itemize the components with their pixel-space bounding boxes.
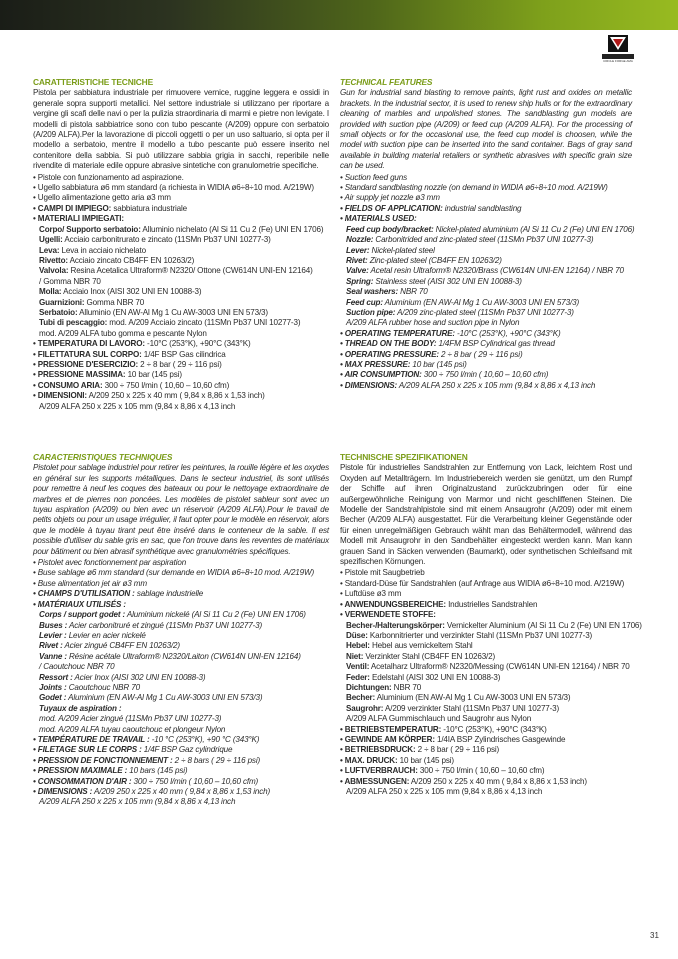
spec-label: Ressort : [39, 672, 73, 682]
spec-line [340, 224, 635, 235]
spec-line [33, 641, 329, 651]
svg-text:CIRCLE FORGE AMA: CIRCLE FORGE AMA [603, 59, 633, 63]
spec-value: Résine acétale Ultraform® N2320/Laiton (CW614N UNI-EN 12164) [66, 651, 301, 661]
spec-line [33, 370, 329, 380]
spec-label: • DIMENSIONS : [33, 787, 93, 796]
spec-value: • Ugello sabbiatura ø6 mm standard (a richiesta in WIDIA ø6÷8÷10 mod. A/219W) [33, 183, 314, 193]
spec-label: Vanne : [39, 651, 67, 661]
spec-line [340, 183, 632, 193]
spec-label: Dichtungen: [346, 682, 392, 692]
spec-value: NBR 70 [398, 287, 428, 297]
spec-value: Alluminio nichelato (Al Si 11 Cu 2 (Fe) UNI EN 1706) [140, 224, 324, 234]
spec-value: • Standard sandblasting nozzle (on demand in WIDIA ø6÷8÷10 mod. A/219W) [340, 183, 608, 193]
spec-value: 300 ÷ 750 l/min ( 10,60 – 10,60 cfm) [421, 370, 549, 380]
brand-logo-icon [599, 33, 637, 63]
spec-value: mod. A/209 Acier zingué (11SMn Pb37 UNI 10277-3) [39, 714, 222, 724]
spec-label: Levier : [39, 630, 67, 640]
spec-value: 2 ÷ 8 bar ( 29 ÷ 116 psi) [415, 745, 500, 755]
section-paragraph: Gun for industrial sand blasting to remove paints, light rust and oxides on metallic brackets. In the industrial sector, it is used to renew ship hulls or for the extraordinary cleaning of marbles and unpolished stones. The sandblasting gun models are provided with suction pipe (A/209) or feed cup (A/209 ALFA). For the processing of small objects or for the occasional use, the feed cup model is choosen, while the model with suction pipe can be inserted into the sand container. Bags of gray sand available in building material retailers or synthetic abrasives with specific grain size can be used. [340, 88, 632, 171]
spec-line [33, 777, 329, 787]
spec-line [340, 370, 632, 380]
spec-line [340, 589, 632, 599]
spec-line [33, 256, 329, 266]
spec-label: Rivet : [39, 641, 63, 651]
spec-line [33, 193, 329, 203]
spec-line [340, 787, 632, 797]
spec-line [33, 693, 329, 703]
spec-line [33, 402, 329, 412]
spec-label: Buses : [39, 620, 68, 630]
section-title: TECHNICAL FEATURES [340, 77, 433, 87]
spec-line [340, 777, 632, 787]
spec-line [340, 579, 632, 589]
spec-value: 1/4FM BSP Cylindrical gas thread [436, 339, 555, 349]
spec-value: Industrielles Sandstrahlen [445, 599, 538, 609]
spec-label: Hebel: [346, 641, 370, 651]
spec-line [33, 704, 329, 714]
spec-line [340, 173, 632, 183]
spec-value: Gomma NBR 70 [84, 297, 145, 307]
spec-line [33, 610, 329, 620]
spec-label: • OPERATING TEMPERATURE: [340, 328, 455, 338]
spec-label: • FILETTATURA SUL CORPO: [33, 349, 142, 359]
spec-value: 10 bars (145 psi) [127, 766, 188, 776]
spec-value: Acier Inox (AISI 302 UNI EN 10088-3) [72, 672, 206, 682]
spec-label: • TEMPERATURA DI LAVORO: [33, 339, 145, 349]
spec-line [340, 662, 632, 672]
spec-line [340, 329, 632, 339]
header-bar [0, 0, 678, 30]
spec-label: • VERWENDETE STOFFE: [340, 610, 436, 620]
spec-line [33, 225, 329, 235]
spec-line [340, 381, 632, 391]
spec-line [33, 329, 329, 339]
spec-value: • Pistolet avec fonctionnement par aspiration [33, 558, 187, 568]
spec-value: • Buse alimentation jet air ø3 mm [33, 578, 147, 588]
brand-logo [599, 33, 637, 63]
section-paragraph: Pistola per sabbiatura industriale per rimuovere vernice, ruggine leggera e ossidi in generale sopra supporti metallici. Nel settore industriale si utilizzano per riportare a vergine gli scafi delle navi o per la pulizia straordinaria di marmi e pietre non levigate. I modelli di pistola sabbiatrice sono con tubo pescante (A/209) oppure con serbatoio (A/209 ALFA).Per la lavorazione di piccoli oggetti o per un uso saltuario, si opta per il modello a serbatoio, mentre il modello a tubo pescante può essere inserito nel contenitore della sabbia. Si può utilizzare sabbia grigia in sacchi, reperibile nelle rivendite di materiale edile oppure abrasive sintetiche con granulometrie specifiche. [33, 88, 329, 171]
spec-value: Nickel-plated steel [369, 245, 435, 255]
spec-line [340, 350, 632, 360]
spec-value: A/209 ALFA Gummischlauch und Saugrohr aus Nylon [346, 714, 532, 724]
spec-label: • MATERIALI IMPIEGATI: [33, 214, 124, 224]
section-paragraph: Pistolet pour sablage industriel pour retirer les peintures, la rouille légère et les oxydes en général sur les supports métalliques. Dans le secteur industriel, ils sont utilisés pour remettre à neuf les coques des bateaux ou pour le nettoyage extraordinaire de marbres et de pierres non poncées. Les modèles de pistolet sableur sont avec un tuyau aspiration (A/209) ou bien avec un réservoir (A/209 ALFA).Pour le travail de petits objets ou pour un usage irrégulier, il faut opter pour le modèle en réservoir, alors que le modèle à tuyau tirant peut être inséré dans le conteneur de la sable. Il est possible d'utiliser du sable gris en sac, que l'on trouve dans les reventes de matériaux pour bâtiment ou bien abrasif synthétique avec granulométries spécifiques. [33, 463, 329, 556]
spec-value: Acciaio Inox (AISI 302 UNI EN 10088-3) [61, 287, 202, 297]
spec-label: Joints : [39, 682, 67, 692]
spec-label: Valvola: [39, 266, 69, 276]
spec-label: Spring: [346, 276, 374, 286]
spec-line [340, 652, 632, 662]
spec-line [340, 193, 632, 203]
section-title: CARATTERISTICHE TECNICHE [33, 77, 154, 87]
spec-value: / Gomma NBR 70 [39, 276, 101, 286]
spec-line [33, 350, 329, 360]
spec-label: • CONSUMO ARIA: [33, 380, 103, 390]
spec-value: Karbonnitrierter und verzinkter Stahl (11SMn Pb37 UNI 10277-3) [367, 630, 593, 640]
spec-line [33, 173, 329, 183]
spec-label: Nozzle: [346, 235, 374, 245]
spec-line [340, 745, 632, 755]
spec-line [33, 214, 329, 224]
spec-line [340, 308, 632, 318]
spec-line [340, 673, 632, 683]
spec-value: 1/4IA BSP Zylindrisches Gasgewinde [434, 734, 566, 744]
spec-label: • BETRIEBSDRUCK: [340, 745, 416, 755]
spec-label: • FILETAGE SUR LE CORPS : [33, 745, 142, 755]
spec-label: Feder: [346, 672, 370, 682]
section-fr [33, 452, 329, 808]
spec-value: • Pistole mit Saugbetrieb [340, 568, 425, 578]
spec-value: • Standard-Düse für Sandstrahlen (auf Anfrage aus WIDIA ø6÷8÷10 mod. A/219W) [340, 578, 625, 588]
spec-value: sablage industrielle [134, 589, 204, 599]
spec-value: Edelstahl (AISI 302 UNI EN 10088-3) [369, 672, 501, 682]
spec-value: Acetalharz Ultraform® N2320/Messing (CW614N UNI-EN 12164) / NBR 70 [369, 662, 630, 672]
spec-line [33, 339, 329, 349]
spec-label: Niet: [346, 651, 364, 661]
spec-line [33, 183, 329, 193]
spec-label: • AIR CONSUMPTION: [340, 370, 422, 380]
spec-label: Tubi di pescaggio: [39, 318, 108, 328]
spec-value: Resina Acetalica Ultraform® N2320/ Ottone (CW614N UNI-EN 12164) [68, 266, 313, 276]
spec-label: Feed cup: [346, 297, 383, 307]
spec-label: • PRESSIONE MASSIMA: [33, 370, 126, 380]
spec-label: • ANWENDUNGSBEREICHE: [340, 599, 446, 609]
spec-value: A/209 250 x 225 x 40 mm ( 9,84 x 8,86 x 1,53 inch) [92, 787, 271, 796]
spec-label: • PRESSION DE FONCTIONNEMENT : [33, 755, 173, 765]
spec-line [33, 318, 329, 328]
section-it [33, 77, 329, 412]
spec-value: • Buse sablage ø6 mm standard (sur demande en WIDIA ø6÷8÷10 mod. A/219W) [33, 568, 315, 578]
spec-line [33, 381, 329, 391]
spec-value: Acier carbonitruré et zingué (11SMn Pb37 UNI 10277-3) [67, 620, 262, 630]
spec-line [33, 360, 329, 370]
spec-line [33, 287, 329, 297]
spec-line [340, 235, 632, 245]
spec-line [33, 652, 329, 662]
spec-value: Acetal resin Ultraform® N2320/Brass (CW614N UNI-EN 12164) / NBR 70 [368, 266, 624, 276]
spec-value: 10 bar (145 psi) [125, 370, 182, 380]
spec-line [340, 620, 642, 631]
spec-line [340, 631, 632, 641]
spec-label: • OPERATING PRESSURE: [340, 349, 439, 359]
page-number: 31 [650, 931, 659, 940]
spec-line [340, 766, 632, 776]
spec-value: Stainless steel (AISI 302 UNI EN 10088-3) [373, 276, 522, 286]
spec-value: Hebel aus vernickeltem Stahl [369, 641, 473, 651]
spec-line [33, 745, 329, 755]
spec-value: A/209 250 x 225 x 40 mm ( 9,84 x 8,86 x 1,53 inch) [86, 391, 265, 401]
spec-line [340, 725, 632, 735]
spec-line [340, 600, 632, 610]
spec-line [340, 214, 632, 224]
spec-value: 2 ÷ 8 bar ( 29 ÷ 116 psi) [438, 349, 523, 359]
spec-line [340, 277, 632, 287]
spec-label: Becher: [346, 693, 376, 703]
spec-line [340, 298, 632, 308]
spec-value: Verzinkter Stahl (CB4FF EN 10263/2) [363, 651, 496, 661]
spec-label: Godet : [39, 693, 67, 703]
spec-label: • PRESSIONE D'ESERCIZIO: [33, 359, 139, 369]
spec-line [33, 662, 329, 672]
spec-label: Serbatoio: [39, 307, 78, 317]
spec-value: mod. A/209 ALFA tuyau caoutchouc et plongeur Nylon [39, 724, 226, 734]
spec-value: 2 ÷ 8 bar ( 29 ÷ 116 psi) [138, 359, 222, 369]
spec-label: Ventil: [346, 662, 370, 672]
spec-line [340, 610, 632, 620]
section-paragraph: Pistole für industrielles Sandstrahlen zur Entfernung von Lack, leichtem Rost und Oxyden auf Metallträgern. Im Industriebereich werden sie genützt, um den Rumpf der Schiffe auf ihren Originalzustand zurückzubringen oder für eine außergewöhnliche Reinigung von Marmor und nicht geschliffenen Steinen. Die Modelle der Sandstrahlpistole sind mit einem Ansaugrohr (A/209) oder mit einem Becher (A/209 ALFA) ausgestattet. Für die Verarbeitung kleiner Gegenstände oder für einen unregelmäßigen Gebrauch wählt man das Behältermodell, während das Modell mit Ansaugrohr in den Sandbehälter eingesteckt werden kann. Man kann grauen Sand in Säcken verwenden (Baumarkt), oder synthetischen Schleifsand mit spezifischen Körnungen. [340, 463, 632, 567]
spec-label: Molla: [39, 287, 62, 297]
spec-line [340, 683, 632, 693]
spec-value: industrial sandblasting [442, 203, 522, 213]
spec-label: • MAX PRESSURE: [340, 359, 411, 369]
spec-value: • Pistole con funzionamento ad aspirazione. [33, 172, 184, 182]
spec-line [340, 266, 632, 276]
spec-line [33, 204, 329, 214]
spec-line [340, 704, 632, 714]
spec-value: -10 °C (253°K), +90 °C (343°K) [149, 734, 260, 744]
spec-value: • Air supply jet nozzle ø3 mm [340, 193, 440, 203]
spec-line [33, 621, 329, 631]
spec-value: A/209 zinc-plated steel (11SMn Pb37 UNI 10277-3) [395, 307, 574, 317]
spec-value: A/209 ALFA 250 x 225 x 105 mm (9,84 x 8,86 x 4,13 inch [397, 380, 596, 390]
spec-value: Acciaio carbonitrurato e zincato (11SMn Pb37 UNI 10277-3) [62, 235, 271, 245]
spec-value: A/209 ALFA 250 x 225 x 105 mm (9,84 x 8,86 x 4,13 inch [346, 787, 543, 796]
spec-label: Tuyaux de aspiration : [39, 703, 122, 713]
spec-value: 300 ÷ 750 l/min ( 10,60 – 10,60 cfm) [102, 380, 230, 390]
spec-line [340, 735, 632, 745]
spec-line [340, 318, 632, 328]
spec-value: Leva in acciaio nichelato [59, 245, 146, 255]
spec-value: Alluminio (EN AW-Al Mg 1 Cu AW-3003 UNI EN 573/3) [77, 307, 268, 317]
spec-value: -10°C (253°K), +90°C (343°K) [144, 339, 251, 349]
section-de [340, 452, 642, 797]
spec-value: 1/4F BSP Gas cilindrica [141, 349, 226, 359]
spec-line [340, 756, 632, 766]
spec-line [340, 204, 632, 214]
spec-label: • DIMENSIONI: [33, 391, 87, 401]
spec-label: • ABMESSUNGEN: [340, 776, 410, 786]
spec-label: • DIMENSIONS: [340, 380, 398, 390]
spec-value: 300 ÷ 750 l/min ( 10,60 – 10,60 cfm) [131, 776, 259, 786]
spec-line [33, 391, 329, 401]
spec-value: Caoutchouc NBR 70 [66, 682, 140, 692]
spec-line [33, 600, 329, 610]
spec-value: / Caoutchouc NBR 70 [39, 662, 115, 672]
spec-line [33, 631, 329, 641]
spec-value: 300 ÷ 750 l/min ( 10,60 – 10,60 cfm) [417, 766, 545, 776]
spec-value: Zinc-plated steel (CB4FF EN 10263/2) [367, 255, 502, 265]
spec-label: • CHAMPS D'UTILISATION : [33, 589, 135, 599]
spec-value: -10°C (253°K), +90°C (343°K) [441, 724, 547, 734]
spec-label: Suction pipe: [346, 307, 396, 317]
spec-value: 10 bar (145 psi) [410, 359, 467, 369]
spec-line [340, 693, 632, 703]
spec-line [340, 256, 632, 266]
spec-line [33, 235, 329, 245]
spec-line [33, 683, 329, 693]
spec-value: mod. A/209 Acciaio zincato (11SMn Pb37 UNI 10277-3) [107, 318, 301, 328]
spec-line [340, 339, 632, 349]
spec-label: Corps / support godet : [39, 610, 126, 620]
spec-label: • TEMPÉRATURE DE TRAVAIL : [33, 734, 150, 744]
spec-line [33, 277, 329, 287]
spec-label: Valve: [346, 266, 369, 276]
spec-value: A/209 250 x 225 x 40 mm ( 9,84 x 8,86 x 1,53 inch) [409, 776, 587, 786]
spec-value: Aluminium (EN AW-Al Mg 1 Cu AW-3003 UNI EN 573/3) [66, 693, 263, 703]
spec-value: A/209 ALFA 250 x 225 x 105 mm (9,84 x 8,86 x 4,13 inch [39, 797, 236, 807]
spec-value: A/209 ALFA 250 x 225 x 105 mm (9,84 x 8,86 x 4,13 inch [39, 401, 236, 411]
spec-line [340, 360, 632, 370]
spec-value: 10 bar (145 psi) [397, 755, 454, 765]
spec-line [33, 756, 329, 766]
spec-label: Rivet: [346, 255, 368, 265]
spec-value: Vernickelter Aluminium (Al Si 11 Cu 2 (Fe) UNI EN 1706) [444, 620, 642, 630]
spec-label: • FIELDS OF APPLICATION: [340, 203, 443, 213]
spec-line [33, 589, 329, 599]
spec-line [340, 568, 632, 578]
spec-value: Aluminium (EN AW-Al Mg 1 Cu AW-3003 UNI EN 573/3) [375, 693, 571, 703]
spec-line [33, 558, 329, 568]
spec-line [340, 287, 632, 297]
spec-line [33, 797, 329, 807]
spec-line [340, 714, 632, 724]
spec-value: Aluminium nickelé (Al Si 11 Cu 2 (Fe) UNI EN 1706) [125, 610, 306, 620]
spec-label: Rivetto: [39, 255, 68, 265]
spec-line [33, 298, 329, 308]
spec-value: -10°C (253°K), +90°C (343°K) [454, 328, 561, 338]
spec-value: Carbonitrided and zinc-plated steel (11SMn Pb37 UNI 10277-3) [373, 235, 594, 245]
spec-value: A/209 ALFA rubber hose and suction pipe in Nylon [346, 318, 520, 328]
spec-value: Levier en acier nickelé [66, 630, 146, 640]
spec-label: • GEWINDE AM KÖRPER: [340, 734, 435, 744]
section-en [340, 77, 635, 391]
spec-value: 2 ÷ 8 bars ( 29 ÷ 116 psi) [172, 755, 261, 765]
spec-value: • Suction feed guns [340, 172, 408, 182]
spec-value: • Luftdüse ø3 mm [340, 589, 402, 599]
spec-label: • CAMPI DI IMPIEGO: [33, 203, 112, 213]
spec-label: • THREAD ON THE BODY: [340, 339, 437, 349]
spec-label: • CONSOMMATION D'AIR : [33, 776, 132, 786]
spec-line [33, 246, 329, 256]
spec-line [33, 787, 329, 797]
spec-line [340, 641, 632, 651]
spec-line [340, 246, 632, 256]
section-title: TECHNISCHE SPEZIFIKATIONEN [340, 452, 468, 462]
spec-line [33, 308, 329, 318]
spec-line [33, 673, 329, 683]
spec-label: Feed cup body/bracket: [346, 224, 434, 234]
spec-line [33, 735, 329, 745]
spec-value: mod. A/209 ALFA tubo gomma e pescante Nylon [39, 328, 207, 338]
spec-line [33, 568, 329, 578]
spec-value: 1/4F BSP Gaz cylindrique [141, 745, 233, 755]
spec-label: Corpo/ Supporto serbatoio: [39, 224, 141, 234]
spec-label: Saugrohr: [346, 703, 384, 713]
spec-label: • MATERIALS USED: [340, 214, 417, 224]
spec-value: • Ugello alimentazione getto aria ø3 mm [33, 193, 171, 203]
spec-value: Nickel-plated aluminium (Al Si 11 Cu 2 (Fe) UNI EN 1706) [433, 224, 635, 234]
spec-line [33, 725, 329, 735]
spec-label: • BETRIEBSTEMPERATUR: [340, 724, 442, 734]
spec-value: Acier zingué CB4FF EN 10263/2) [62, 641, 180, 651]
spec-label: Ugelli: [39, 235, 63, 245]
spec-value: A/209 verzinkter Stahl (11SMn Pb37 UNI 10277-3) [383, 703, 560, 713]
spec-line [33, 766, 329, 776]
spec-line [33, 266, 329, 276]
spec-label: • MATÉRIAUX UTILISÉS : [33, 599, 126, 609]
spec-line [33, 714, 329, 724]
spec-value: Acciaio zincato CB4FF EN 10263/2) [67, 255, 195, 265]
spec-label: Düse: [346, 630, 368, 640]
spec-line [33, 579, 329, 589]
spec-label: Becher-/Halterungskörper: [346, 620, 445, 630]
spec-label: Lever: [346, 245, 370, 255]
section-title: CARACTERISTIQUES TECHNIQUES [33, 452, 173, 462]
spec-value: NBR 70 [391, 682, 422, 692]
spec-label: Seal washers: [346, 287, 399, 297]
spec-label: • MAX. DRUCK: [340, 755, 398, 765]
spec-label: Guarnizioni: [39, 297, 85, 307]
spec-label: • PRESSION MAXIMALE : [33, 766, 128, 776]
spec-label: Leva: [39, 245, 60, 255]
spec-value: Aluminium (EN AW-Al Mg 1 Cu AW-3003 UNI EN 573/3) [382, 297, 579, 307]
spec-value: sabbiatura industriale [111, 203, 187, 213]
spec-label: • LUFTVERBRAUCH: [340, 766, 418, 776]
